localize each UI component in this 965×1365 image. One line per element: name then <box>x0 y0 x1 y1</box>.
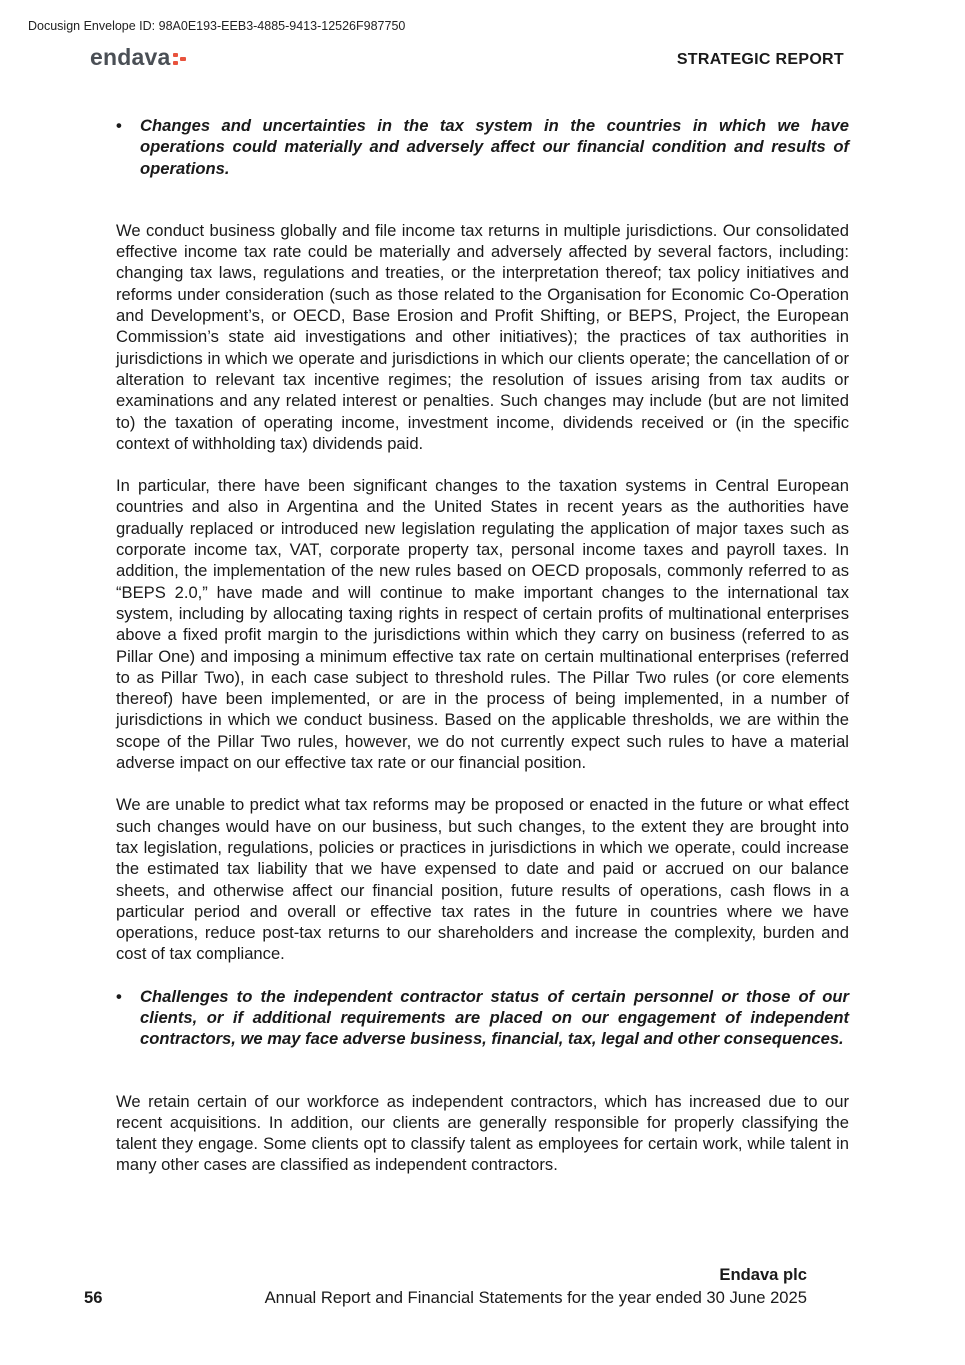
bullet-symbol: • <box>116 116 122 135</box>
bullet-heading <box>116 115 849 179</box>
logo-text: endava <box>90 44 171 70</box>
bullet-heading-text: Changes and uncertainties in the tax system in the countries in which we have operations could materially and adversely affect our financial condition and results of operations. <box>140 116 849 178</box>
envelope-id: Docusign Envelope ID: 98A0E193-EEB3-4885-9413-12526F987750 <box>28 19 406 33</box>
paragraph: In particular, there have been significant changes to the taxation systems in Central European countries and also in Argentina and the United States in recent years as the authorities have gradually replaced or introduced new legislation regulating the application of major taxes such as corporate income tax, VAT, corporate property tax, personal income taxes and payroll taxes. In addition, the implementation of the new rules based on OECD proposals, commonly referred to as “BEPS 2.0,” have made and will continue to make important changes to the international tax system, including by allocating taxing rights in respect of certain profits of multinational enterprises above a fixed profit margin to the jurisdictions within which they carry on business (referred to as Pillar One) and imposing a minimum effective tax rate on certain multinational enterprises (referred to as Pillar Two), in each case subject to threshold rules. The Pillar Two rules (or core elements thereof) have been implemented, or are in the process of being implemented, in a number of jurisdictions in which we conduct business. Based on the applicable thresholds, we are within the scope of the Pillar Two rules, however, we do not currently expect such rules to have a material adverse impact on our effective tax rate or our financial position. <box>116 476 849 773</box>
page-content <box>116 115 849 1176</box>
logo-mark-icon <box>172 51 188 67</box>
bullet-heading <box>116 986 849 1050</box>
page-number: 56 <box>84 1288 103 1307</box>
section-title: STRATEGIC REPORT <box>676 51 844 68</box>
paragraph: We retain certain of our workforce as independent contractors, which has increased due to our recent acquisitions. In addition, our clients are generally responsible for properly classifying the talent they engage. Some clients opt to classify talent as employees for certain work, while talent in many other cases are classified as independent contractors. <box>116 1091 849 1175</box>
bullet-symbol: • <box>116 986 122 1006</box>
footer-company: Endava plc <box>719 1265 807 1284</box>
paragraph: We conduct business globally and file income tax returns in multiple jurisdictions. Our consolidated effective income tax rate could be materially and adversely affected by several factors, including: changing tax laws, regulations and treaties, or the interpretation thereof; tax policy initiatives and reforms under consideration (such as those related to the Organisation for Economic Co-Operation and Development’s, or OECD, Base Erosion and Profit Shifting, or BEPS, Project, the European Commission’s state aid investigations and other initiatives); the practices of tax authorities in jurisdictions in which we operate and jurisdictions in which our clients operate; the cancellation of or alteration to relevant tax incentive regimes; the resolution of issues arising from tax audits or examinations and any related interest or penalties. Such changes may include (but are not limited to) the taxation of operating income, investment income, dividends received or (in the specific context of withholding tax) dividends paid. <box>116 220 849 453</box>
paragraph: We are unable to predict what tax reforms may be proposed or enacted in the future or what effect such changes would have on our business, but such changes, to the extent they are brought into tax legislation, regulations, policies or practices in jurisdictions in which we operate, could increase the estimated tax liability that we have expensed to date and paid or accrued on our balance sheets, and otherwise affect our financial position, future results of operations, cash flows in a particular period and overall or effective tax rates in the future in countries where we have operations, reduce post-tax returns to our shareholders and increase the complexity, burden and cost of tax compliance. <box>116 795 849 964</box>
endava-logo <box>90 44 188 71</box>
bullet-heading-text: Challenges to the independent contractor status of certain personnel or those of our clients, or if additional requirements are placed on our engagement of independent contractors, we may face adverse business, financial, tax, legal and other consequences. <box>140 986 849 1049</box>
footer-report-title: Annual Report and Financial Statements for the year ended 30 June 2025 <box>264 1288 807 1307</box>
